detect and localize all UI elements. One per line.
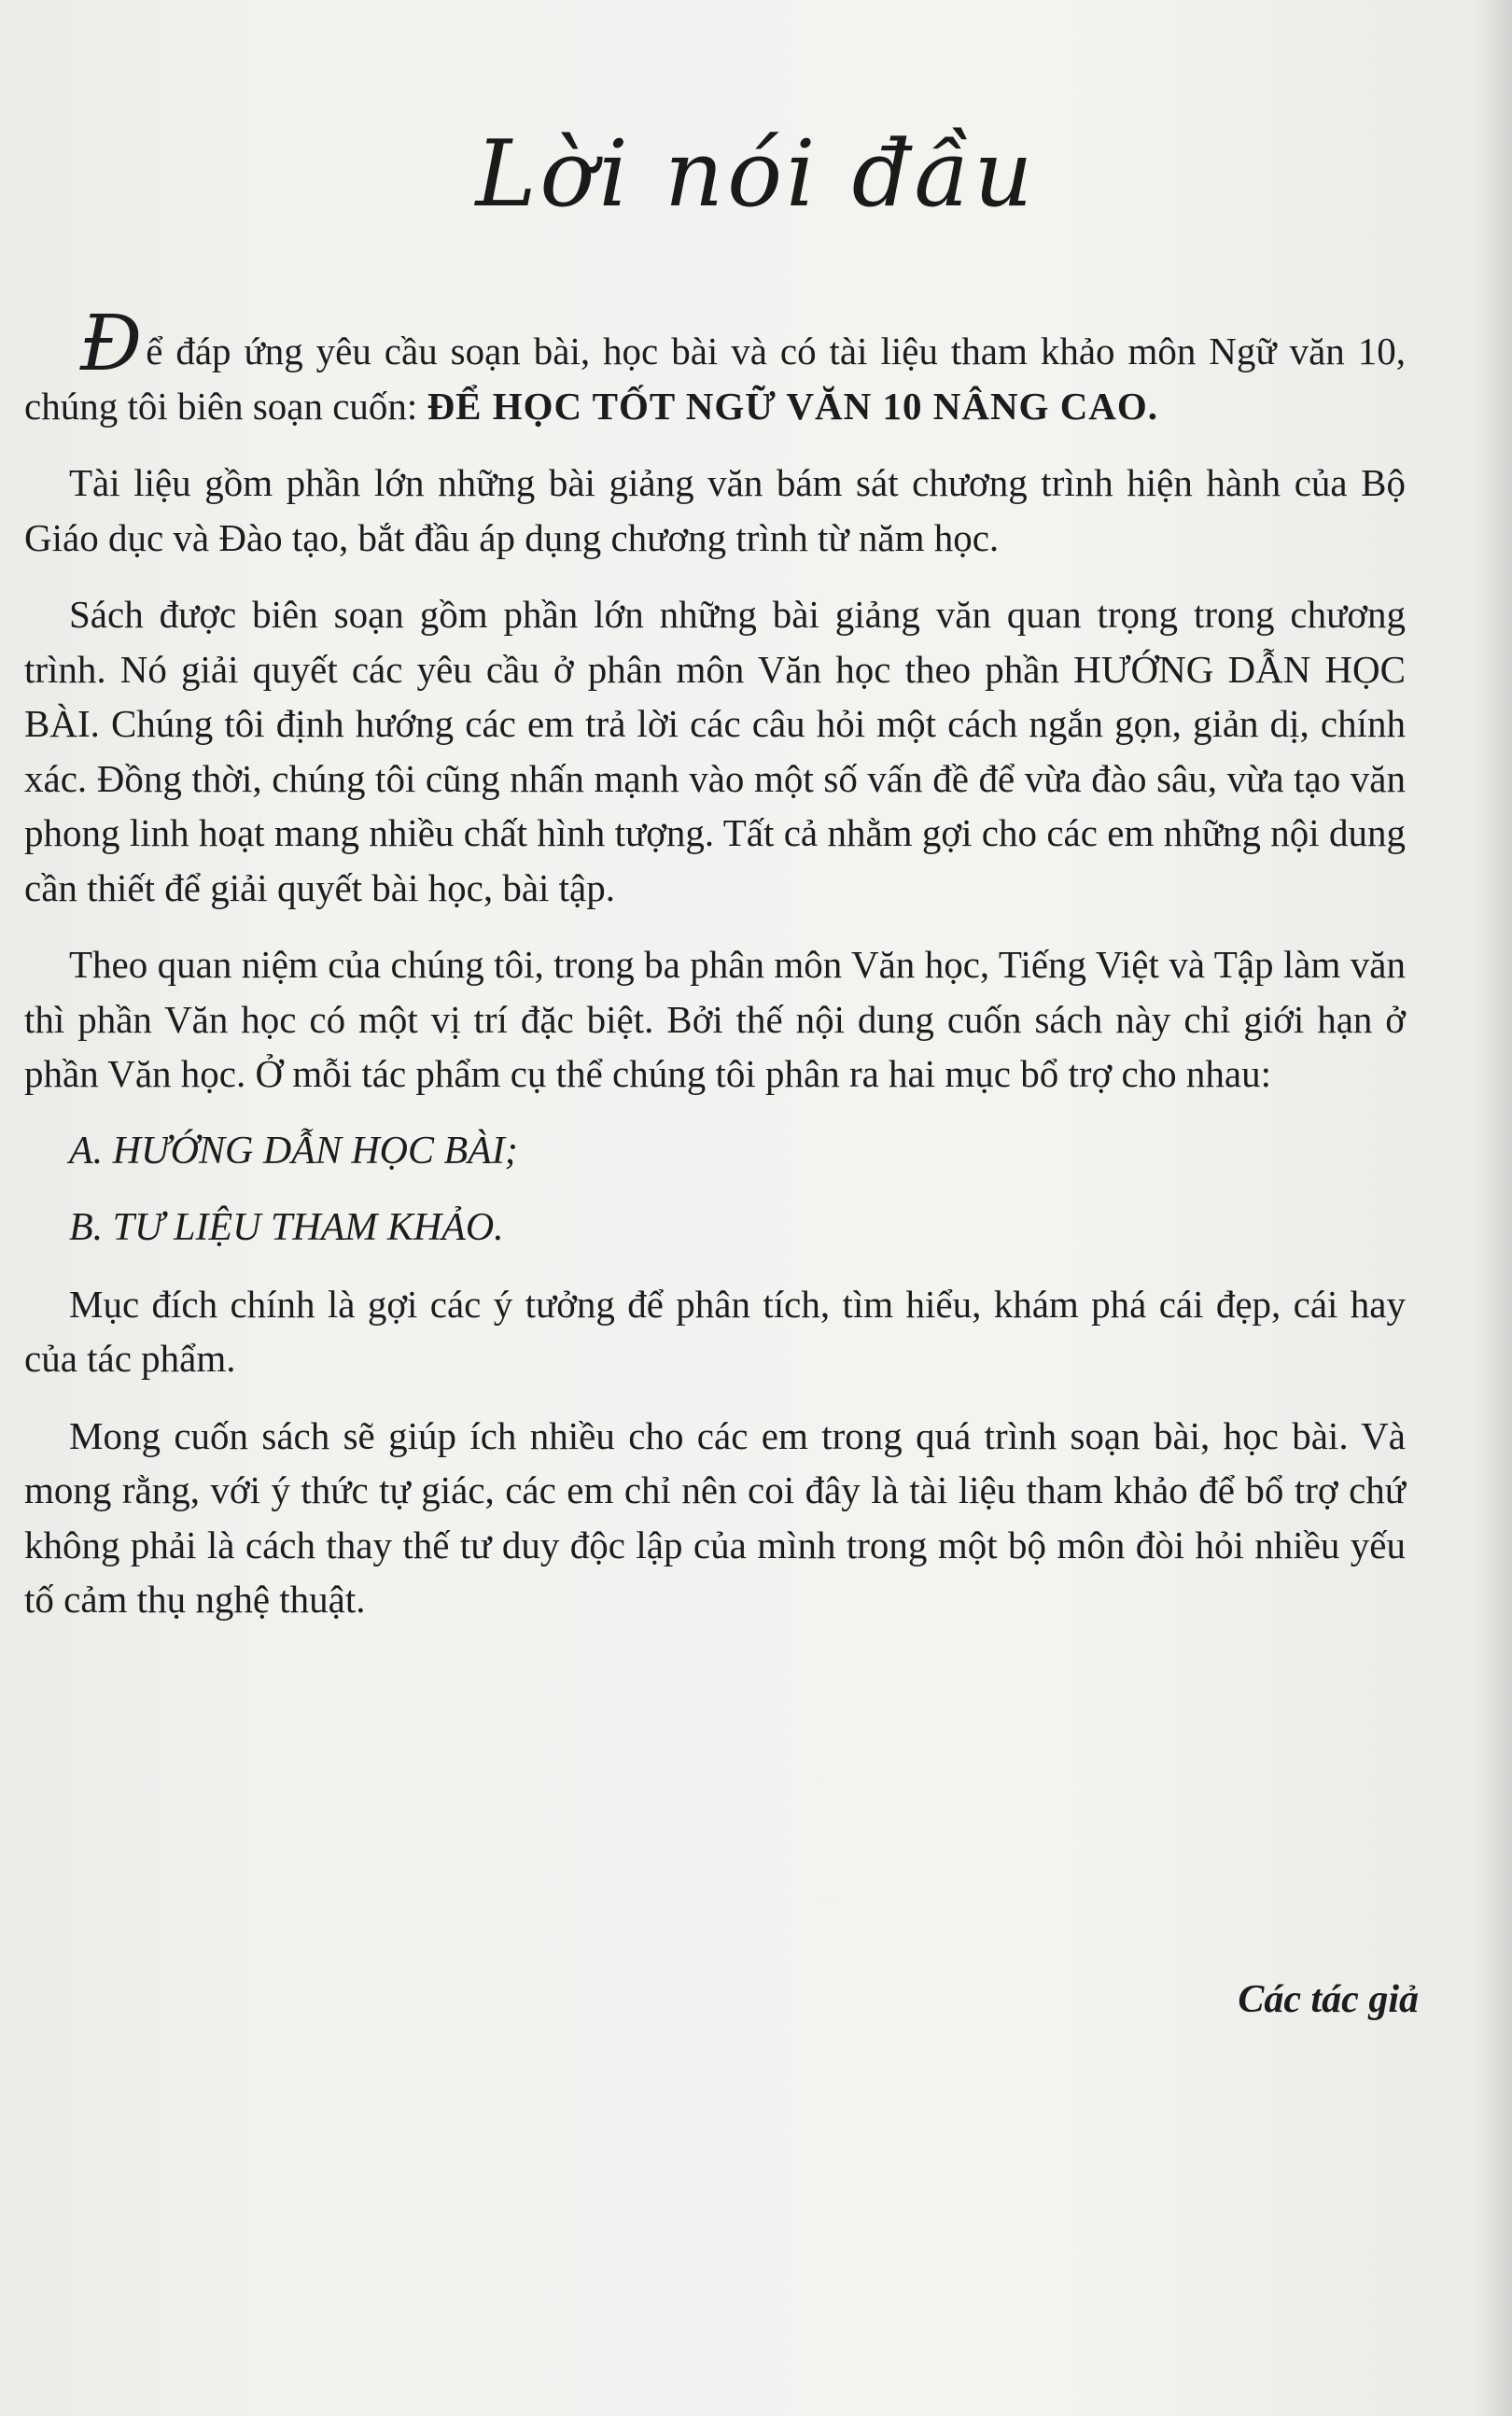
section-item-b: B. TƯ LIỆU THAM KHẢO. <box>69 1205 504 1249</box>
paragraph-content: Sách được biên soạn gồm phần lớn những bài giảng văn quan trọng trong chương trình. Nó giải quyết các yêu cầu ở phân môn Văn học theo phần HƯỚNG DẪN HỌC BÀI. Chúng tôi định hướng các em trả lời các câu hỏi một cách ngắn gọn, giản dị, chính xác. Đồng thời, chúng tôi cũng nhấn mạnh vào một số vấn đề để vừa đào sâu, vừa tạo văn phong linh hoạt mang nhiều chất hình tượng. Tất cả nhằm gợi cho các em những nội dung cần thiết để giải quyết bài học, bài tập. <box>24 593 1406 909</box>
paragraph-hope: Mong cuốn sách sẽ giúp ích nhiều cho các em trong quá trình soạn bài, học bài. Và mong rằng, với ý thức tự giác, các em chỉ nên coi đây là tài liệu tham khảo để bổ trợ chứ không phải là cách thay thế tư duy độc lập của mình trong một bộ môn đòi hỏi nhiều yếu tố cảm thụ nghệ thuật. <box>24 1413 1406 1621</box>
paragraph-structure: Theo quan niệm của chúng tôi, trong ba phân môn Văn học, Tiếng Việt và Tập làm văn thì phần Văn học có một vị trí đặc biệt. Bởi thế nội dung cuốn sách này chỉ giới hạn ở phần Văn học. Ở mỗi tác phẩm cụ thể chúng tôi phân ra hai mục bổ trợ cho nhau: <box>24 943 1406 1095</box>
page-edge-shadow <box>1477 0 1512 2416</box>
dropcap-letter: Đ <box>80 300 143 388</box>
page-title: Lời nói đầu <box>475 121 1037 228</box>
paragraph-purpose: Mục đích chính là gợi các ý tưởng để phân tích, tìm hiểu, khám phá cái đẹp, cái hay của tác phẩm. <box>24 1282 1406 1380</box>
section-item-a: A. HƯỚNG DẪN HỌC BÀI; <box>69 1129 518 1173</box>
book-title: ĐỂ HỌC TỐT NGỮ VĂN 10 NÂNG CAO. <box>427 384 1159 428</box>
intro-paragraph <box>24 300 1406 433</box>
preface-body <box>24 300 1406 1650</box>
author-signature: Các tác giả <box>1238 1978 1419 2021</box>
paragraph-curriculum: Tài liệu gồm phần lớn những bài giảng văn bám sát chương trình hiện hành của Bộ Giáo dục và Đào tạo, bắt đầu áp dụng chương trình từ năm học. <box>24 461 1406 559</box>
intro-text: ể đáp ứng yêu cầu soạn bài, học bài và có tài liệu tham khảo môn Ngữ văn 10, chúng tôi biên soạn cuốn: <box>24 330 1406 428</box>
